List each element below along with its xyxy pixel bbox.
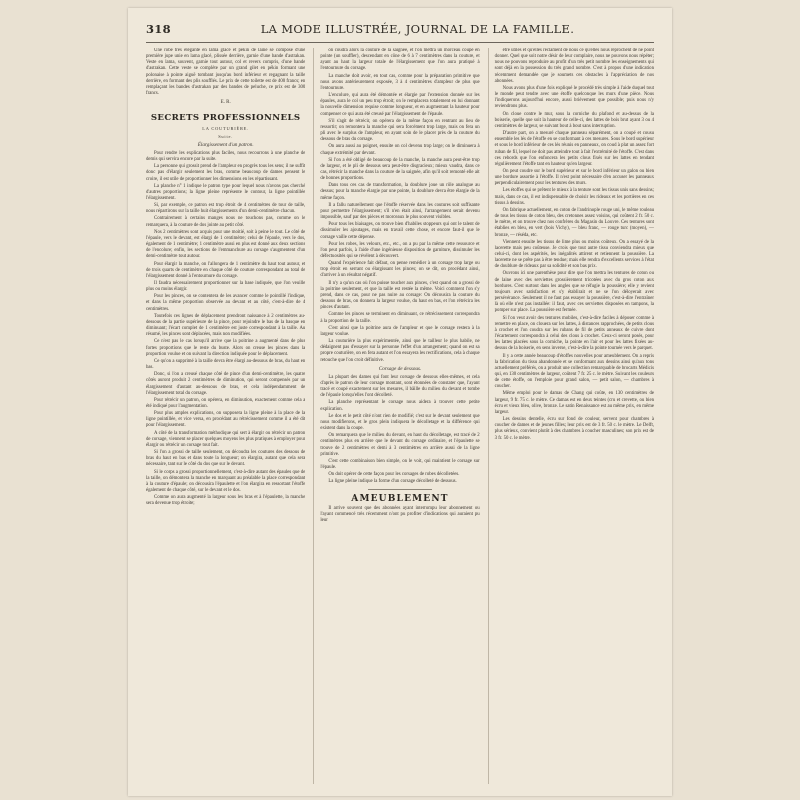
section-subtitle: LA COUTURIÈRE. bbox=[202, 126, 250, 132]
paragraph: La manche doit avoir, en tout cas, comme pour la préparation primitive que nous avons antérieurement exposée, 3 à 4 centimètres d'ampleur de plus que l'entournure. bbox=[320, 73, 480, 91]
paragraph: Viennent ensuite les tissus de lime plus ou moins coûteux. On a essayé de la lacerette mais peu coûteuse. Je crois que tout autre tissu conviendra mieux que celui-ci, dont les aspérités, les inégalités attirent et retiennent la poussière. La lacerette ne se prête pas à être tendue; mais elle rendra d'excellents services à l'état de doublure de rideaux par sa solidité et son bas prix. bbox=[494, 239, 654, 270]
paragraph: Il faudra nécessairement proportionner sur la base indiquée, que l'on veuille plus ou moins élargir. bbox=[146, 281, 306, 293]
paragraph: La couturière la plus expérimentée, ainsi que le tailleur le plus habile, ne dédaignent pas d'essayer sur la personne l'effet d'un arrangement; quand on est sa propre couturière, on en fera autant et l'on essayera les rectifications, cela à chaque retouche que l'on croit définitive. bbox=[320, 339, 480, 363]
paragraph: Il arrive souvent que des abonnées ayant interrompu leur abonnement ou l'ayant commencé très récemment n'ont pu profiter d'indications qui auraient pu leur bbox=[320, 505, 480, 523]
section-italic-heading: Élargissement d'un patron. bbox=[197, 141, 254, 148]
paragraph: On doit opérer de cette façon pour les corsages de robes décolletées. bbox=[328, 472, 460, 478]
paragraph: Pour plus amples explications, on supposera la ligne pleine à la place de la ligne pointillée, et vice versa, en procédant au rétrécissement comme il a été dit pour l'élargissement. bbox=[146, 411, 306, 429]
paragraph: Comme les pinces se terminent en diminuant, ce rétrécissement correspondra à la proportion de la taille. bbox=[320, 312, 480, 324]
paragraph: D'autre part, on a mesuré chaque panneau séparément, on a coupé et cousu ensemble les lés de l'étoffe en se conformant à ces mesures. Sous le bord supérieur et sous le bord inférieur de ces lés réunis en panneaux, on coud à plat un assez fort ruban de fil, lequel ne doit pas atteindre tout à fait l'extrémité de l'étoffe. C'est dans ces rebords que l'on enfoncera les petits clous fixés sur les lattes en tendant régulièrement l'étoffe tant en hauteur qu'en largeur. bbox=[494, 131, 654, 167]
paragraph: Les étoffes qui se prêtent le mieux à la tenture sont les tissus unis sans dessins; mais, dans ce cas, il est indispensable de choisir les rideaux et les portières en ces tissus à dessins. bbox=[494, 188, 654, 206]
paragraph: La planche représentant le corsage nous aidera à trouver cette petite explication. bbox=[320, 400, 480, 412]
journal-title: LA MODE ILLUSTRÉE, JOURNAL DE LA FAMILLE. bbox=[260, 22, 575, 36]
paragraph: Pour élargir la manche, on l'allongera de 1 centimètre du haut tout autour, et de trois quarts de centimètre en chaque côté de couture correspondant au total de l'élargissement donné à l'entournure du corsage. bbox=[146, 261, 306, 279]
paragraph: Toutefois ces lignes de déplacement prendront naissance à 2 centimètres au-dessous de la partie supérieure de la pince, pour rejoindre le bas de la basque en diminuant; l'écart complet de 1 centimètre est juste correspondant à la taille. Au résumé, les pinces sont déplacées, mais non modifiées. bbox=[146, 313, 306, 338]
paragraph: La personne qui grossit prend de l'ampleur en progrès tous les sens; il ne suffit donc pas d'élargir seulement les bras, comme beaucoup de dames pensent le croire, il est utile de proportionner les dimensions en les répartissant. bbox=[146, 164, 306, 182]
paragraph: Dans tous ces cas de transformation, la doublure joue un rôle analogue au dessus; pour la manche élargie par une pointe, la doublure devra être élargie de la même façon. bbox=[320, 183, 480, 201]
paragraph: Si le corps a grossi proportionnellement, c'est-à-dire autant des épaules que de la taille, on démontera la manche en marquant au préalable la place correspondant à la couture d'épaule; on décousira l'épaulette et l'on élargira en ressortant l'étoffe également de chaque côté, sur le devant et le dos. bbox=[146, 469, 306, 493]
paragraph: Il y a cette année beaucoup d'étoffes nouvelles pour ameublement. On a repris la fabrication du tissu abandonnée et se conformant aux dessins ainsi qu'aux tons actuellement préférés, on a produit une collection remarquable de brocarts Médicis qui, en 130 centimètres de largeur, coûtent 7 fr. 25 c. le mètre. Suivant les couleurs de cette étoffe, on l'emploie pour grand salon, — petit salon, — chambres à coucher. bbox=[494, 353, 654, 390]
paragraph: Il a fallu naturellement que l'étoffe réservée dans les coutures soit suffisante pour permettre l'élargissement; s'il n'en était ainsi, l'arrangement serait devenu impossible, sauf par des pièces et morceaux le plus souvent visibles. bbox=[320, 202, 480, 221]
paragraph: Pour les robes, les velours, etc., etc., on a pu par la même cette ressource et l'on peut parfois, à l'aide d'une ingénieuse disposition de garniture, dissimuler les défectuosités qui se révèlent à découvert. bbox=[320, 241, 480, 259]
section-divider bbox=[368, 489, 432, 490]
paragraph: Quand l'expérience fait défaut, on pense remédier à un corsage trop large ou trop étroit en serrant ou élargissant les pinces; on se dit, on procédant ainsi, d'arriver à un résultat négatif. bbox=[320, 261, 480, 279]
paragraph: être utiles et qu'elles réclament de nous ce qu'elles nous reprochent de ne point donner. Quel que soit notre désir de leur complaire, nous ne pouvons nous répéter; nous ne pouvons reproduire au profit d'un très petit nombre les enseignements qui sont déjà en la possession du très grand nombre. C'est à propos d'une indication récemment demandée que je soumets ces obstacles à l'appréciation de nos abonnées. bbox=[494, 48, 654, 84]
column-2 bbox=[313, 48, 479, 784]
paragraph: S'il s'agit de rétrécir, on opérera de la même façon en rentrant au lieu de ressortir; on remontera la manche qui sera forcément trop large, mais on fera un pli avec le surplus de l'ampleur, en ayant soin de le placer près de la couture du dessous de bras du corsage. bbox=[320, 118, 480, 143]
paragraph: Si l'on a grossi de taille seulement, on découdra les coutures des dessous de bras du haut en bas et dans toute la longueur; on élargira, autant que cela sera nécessaire, tant sur le côté du dos que sur le devant. bbox=[146, 450, 306, 468]
paragraph: Nous avons plus d'une fois expliqué le procédé très simple à l'aide duquel tout le monde peut tendre avec une étoffe quelconque les murs d'une pièce. Nous l'indiquerons aujourd'hui encore, aussi brièvement que possible; puis nous n'y reviendrons plus. bbox=[494, 85, 654, 110]
signature: E. R. bbox=[220, 100, 231, 106]
subtitle-corsage: Corsage de dessous. bbox=[378, 365, 422, 372]
paragraph: La planche n° 1 indique le patron type pour lequel nous n'avons pas cherché d'autres proportions; la ligne pleine représente le contour, la ligne pointillée l'élargissement. bbox=[146, 183, 306, 201]
column-1 bbox=[146, 48, 305, 784]
paragraph: Donc, si l'on a creusé chaque côté de pince d'un demi-centimètre, les quatre côtés auront produit 2 centimètres de diminution, qui seront compensés par un élargissement d'autant au-dessous de bras, et cela indépendamment de l'élargissement total du corsage. bbox=[146, 372, 306, 396]
paragraph: Il n'y a qu'un cas où l'on puisse toucher aux pinces, c'est quand on a grossi de la poitrine seulement, et que la taille est restée la même. Voici comment l'on s'y prend, dans ce cas, pour ne pas nuire au corsage: On décousira la couture du dessous de bras, on donnera la largeur voulue, du haut en bas, et l'on rétrécira les pinces d'autant. bbox=[320, 280, 480, 311]
paragraph: Ce qu'on a supprimé à la taille devra être élargi au-dessous de bras, du haut en bas. bbox=[146, 358, 306, 371]
page-number: 318 bbox=[146, 22, 171, 36]
paragraph: Si, par exemple, ce patron est trop étroit de 4 centimètres de tour de taille, nous répartirons sur la taille huit élargissements d'un demi-centimètre chacun. bbox=[146, 203, 306, 215]
section-title: SECRETS PROFESSIONNELS bbox=[150, 113, 301, 124]
paragraph: Pour rétrécir un patron, on opérera, en diminution, exactement comme cela a été indiqué pour l'augmentation. bbox=[146, 397, 306, 409]
paragraph: L'encolure, qui aura été démontée et élargie par l'extension donnée sur les épaules, aura le col un peu trop étroit; on le remplacera totalement en lui donnant la nouvelle dimension requise comme longueur, et en augmentant la hauteur pour compenser ce qui aura été creusé par l'élargissement de l'épaule. bbox=[320, 93, 480, 117]
paragraph: Le dos et le petit côté n'ont rien de modifié; c'est sur le devant seulement que nous modifierons, et le gros plein indiquera le décolletage et la différence qui existent dans la coupe. bbox=[320, 413, 480, 432]
paragraph: Comme on aura augmenté la largeur sous les bras et à l'épaulette, la manche sera devenue trop étroite; bbox=[146, 495, 306, 507]
section-suite: Suite. bbox=[218, 133, 234, 139]
paragraph: La ligne pleine indique la forme d'un corsage décolleté de dessous. bbox=[328, 479, 457, 485]
paragraph: Pour tous les biaisages, on trouve bien d'habiles stoppeurs qui ont le talent de dissimuler les ajoutages, mais en travail cette chose, et encore faut-il que le corsage vaille cette dépense. bbox=[320, 222, 480, 240]
ameublement-title: AMEUBLEMENT bbox=[351, 494, 449, 505]
paragraph: On fabrique actuellement, en coton de l'andrinople rouge uni, le même rouleau de tous les tissus de coton bleu, des cretonnes assez voisins, qui coûtent 2 fr. 50 c. le mètre, et on trouve chez nos confrères du Magasin du Louvre. Ces tentures sont établies en bleu, en vert (bois Vichy), — bleu franc, — rouge turc (moyen), — bronze, — réséda, etc. bbox=[494, 207, 654, 238]
paragraph: On peut coudre sur le bord supérieur et sur le bord inférieur un galon ou bien une bordure assortie à l'étoffe. Il n'est point nécessaire d'en accuser les panneaux perpendiculairement pour les tentures des murs. bbox=[494, 168, 654, 187]
paragraph: Si l'on veut avoir des tentures mobiles, c'est-à-dire faciles à déposer comme à remettre en place, on clouera sur les lattes, à distances rapprochées, de petits clous à crochet et l'on coudra sur les rubans de fil de petits anneaux de cuivre dont l'écartement correspondra à celui des clous à crochet. Ceux-ci seront posés, pour les lattes placées sous la corniche, la pointe en l'air et pour les lattes fixées au-dessus de la boiserie, en sens inverse, c'est-à-dire la pointe tournée vers le parquet. bbox=[494, 315, 654, 352]
text-columns bbox=[146, 48, 654, 784]
paragraph: A côté de la transformation méthodique qui sert à élargir ou rétrécir un patron de corsage, viennent se placer quelques moyens les plus pratiques à employer pour élargir ou rétrécir un corsage tout fait. bbox=[146, 430, 306, 448]
paragraph: Une robe très élégante en lama glacé et pékin de laine se compose d'une première jupe unie en lama glacé, plissée derrière, garnie d'une bande d'astrakan. Veste en lama, souvent, garnie tout autour, col et revers compris, d'une bande d'astrakan. Cette veste se complète par un grand gilet en pékin formant une polonaise à pointe aiguë tombant jusqu'au bord inférieur et regagnant la taille derrière, en formant des plis soufflés. Le prix de cette toilette est de 400 francs; en remplaçant les bandes d'astrakan par des bandes de peluche, ce prix est de 300 francs. bbox=[146, 48, 306, 97]
paragraph: Pour les pinces, on se contentera de les avancer comme le pointillé l'indique, et dans la même proportion observée au devant et au côté, c'est-à-dire de 4 centimètres. bbox=[146, 294, 306, 312]
paragraph: C'est cette combinaison bien simple, on le voit, qui maintient le corsage sur l'épaule. bbox=[320, 458, 480, 470]
paragraph: Ouvrons ici une parenthèse pour dire que l'on mettra les tentures de coton ou de laine avec des serviettes grossièrement tricotées avec du gros coton aux bordures. C'est surtout dans les angles que se réfugie la poussière; elle y revient toujours avec satisfaction et s'y établirait et ne se l'on déloyerait avec persévérance. Seulement il ne faut pas essayer la poussière, c'est-à-dire l'entraîner là où elle n'est pas installée: il faut, avec ces serviettes disposées en tampons, la pomper sur place. La poussière est fermée. bbox=[494, 271, 654, 314]
paragraph: On aura aussi au poignet, ensuite on col devenu trop large; on le diminuera à chaque extrémité par devant. bbox=[320, 144, 480, 156]
page-header bbox=[146, 22, 654, 43]
paragraph: Nos 2 centimètres sont acquis pour une moitié, soit à peine le tout. Le côté de l'épaule, vers le devant, est élargi de 1 centimètre; celui de l'épaule, vers le dos, également de 1 centimètre; 1 centimètre aussi en plus est donné aux deux sections de l'encolure; enfin, les sections de l'emmanchure au corsage s'augmentent d'un demi-centimètre tout autour. bbox=[146, 229, 306, 260]
newspaper-page bbox=[128, 8, 672, 796]
paragraph: Si l'on a été obligé de beaucoup de la manche, la manche aura peut-être trop de largeur, et le pli de dessous sera peut-être disgracieux; mieux vaudra, dans ce cas, rétrécir la manche dans la couture de la saignée, afin qu'il soit remonté elle ait de bonnes proportions. bbox=[320, 157, 480, 182]
paragraph: C'est ainsi que la poitrine aura de l'ampleur et que le corsage restera à la largeur voulue. bbox=[320, 325, 480, 337]
paragraph: Contrairement à certains manges nous ne touchons pas, comme on le remarquera, à la couture de dos jointe au petit côté. bbox=[146, 216, 306, 228]
paragraph: Ce n'est pas le cas lorsqu'il arrive que la poitrine a augmenté dans de plus fortes proportions que le reste du buste. Alors on creuse les pinces dans la proportion voulue et on suivant la direction indiquée pour le déplacement. bbox=[146, 339, 306, 357]
paragraph: On cloue contre le mur, sous la corniche du plafond et au-dessus de la boiserie, quelle que soit la hauteur de celle-ci, des lattes de bois brut ayant 3 ou 4 centimètres de largeur, se suivant bout à bout sans interruption. bbox=[494, 111, 654, 129]
paragraph: On remarquera que le milieu du devant, en haut du décolletage, est tracé de 2 centimètres plus en arrière que le devant du corsage ordinaire, et l'épaulette se trouve de 2 centimètres et demi à 3 centimètres en arrière aussi de la ligne primitive. bbox=[320, 433, 480, 457]
paragraph: Les dessins dentelle, écru sur fond de couleur, servent pour chambres à coucher de dames et de jeunes filles; leur prix est de 3 fr. 50 c. le mètre. Le Delft, plus sérieux, convient plutôt à des chambres à coucher masculines; son prix est de 3 fr. 50 c. le mètre. bbox=[494, 417, 654, 441]
paragraph: on coudra alors la couture de la saignée, et l'on mettra un morceau coupé en pointe (un souffler), descendant en cône de 6 à 7 centimètres dans la couture, et ayant au haut la largeur totale de l'élargissement que l'on aura pratiqué à l'entournure du corsage. bbox=[320, 48, 480, 72]
paragraph: La plupart des dames qui font leur corsage de dessous elles-mêmes, et cela d'après le patron de leur corsage montant, sont étonnées de constater que, l'ayant tracé et coupé exactement sur les mesures, il bâille du milieu du devant et tombe de l'épaule lorsqu'elles l'ont décolleté. bbox=[320, 374, 480, 399]
paragraph: Pour rendre les explications plus faciles, nous recourrons à une planche de demis qui servira encore par la suite. bbox=[146, 150, 306, 163]
column-3 bbox=[488, 48, 654, 784]
paragraph: Même emploi pour le damas de Chang qui coûte, en 130 centimètres de largeur, 9 fr. 75 c. le mètre. Ce damas est en deux teintes (cru et crevette, ou bien écru et vieux bleu, olive, bronze. Le satin Renaissance est au même prix, en même largeur. bbox=[494, 391, 654, 415]
